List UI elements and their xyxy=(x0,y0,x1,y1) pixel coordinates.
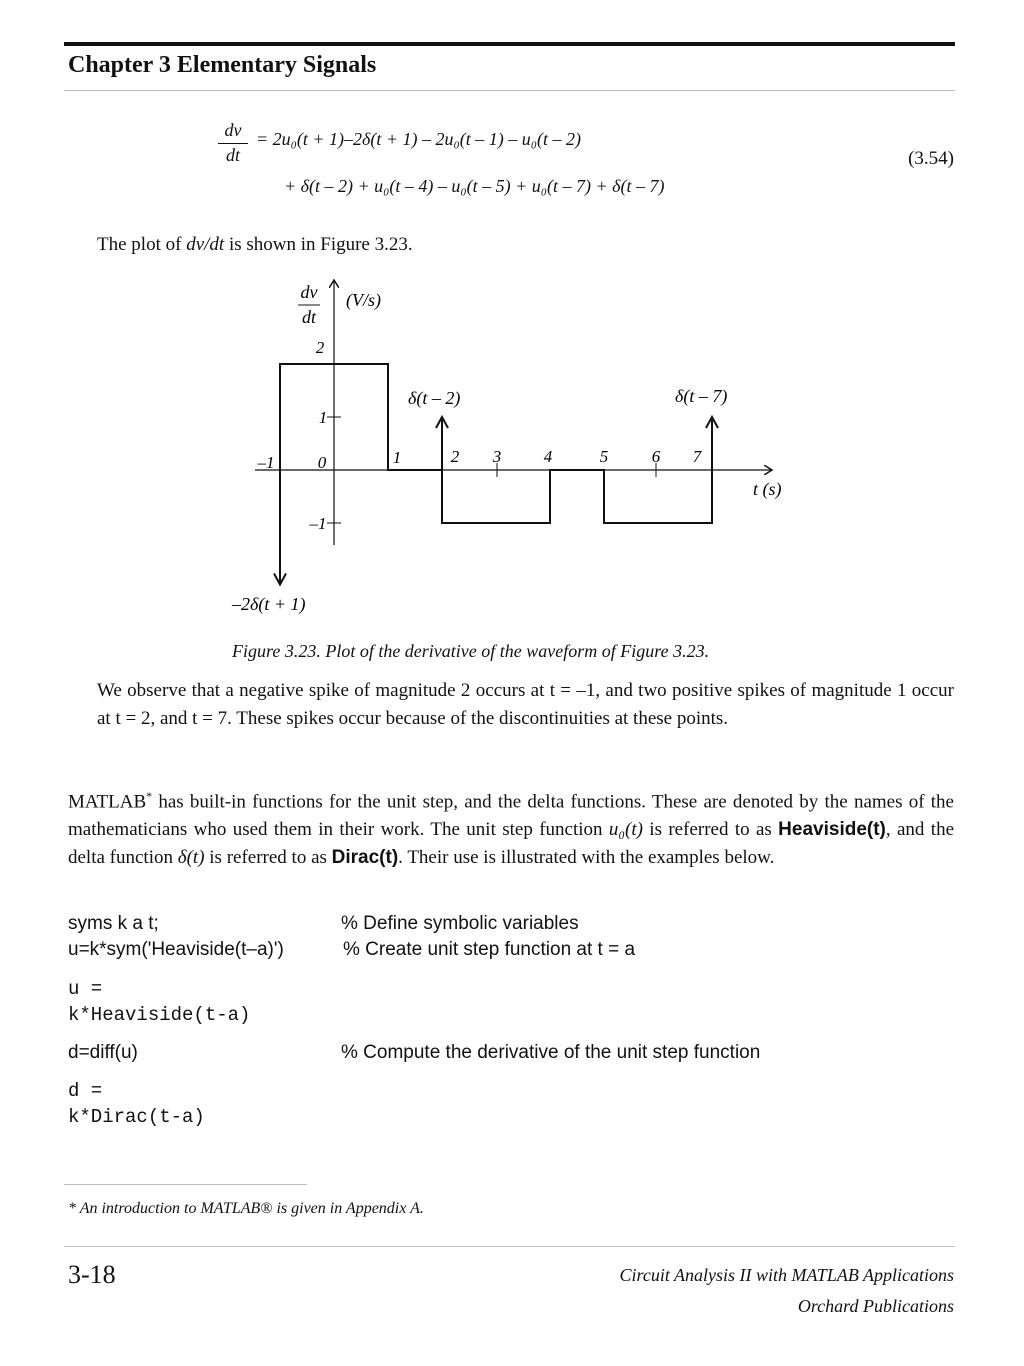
equation-number: (3.54) xyxy=(908,148,954,169)
x-tick-label: 2 xyxy=(450,447,460,466)
y-unit-label: (V/s) xyxy=(346,290,381,310)
chapter-title: Chapter 3 Elementary Signals xyxy=(68,52,377,78)
unit-step-math: u₀(t) xyxy=(608,819,643,841)
figure-caption: Figure 3.23. Plot of the derivative of the waveform of Figure 3.23. xyxy=(232,641,710,661)
equation-lhs-numerator: dv xyxy=(224,120,242,140)
equation-line-1: = 2u₀(t + 1)–2δ(t + 1) – 2u₀(t – 1) – u₀(t – 2) xyxy=(256,129,582,149)
y-axis-label xyxy=(298,282,320,327)
code-comment-1: % Define symbolic variables xyxy=(341,913,579,934)
code-output-1a: u = xyxy=(68,978,103,1000)
matlab-text: is referred to as xyxy=(642,819,779,841)
observation-paragraph: We observe that a negative spike of magnitude 2 occurs at t = –1, and two positive spikes of magnitude 1 occur at t = 2, and t = 7. These spikes occur because of the discontinuities at these points. xyxy=(97,680,954,729)
page-number: 3-18 xyxy=(68,1260,116,1289)
footnote: * An introduction to MATLAB® is given in Appendix A. xyxy=(68,1200,424,1217)
intro-suffix: is shown in Figure 3.23. xyxy=(224,234,413,255)
x-tick-label: 4 xyxy=(543,447,553,466)
code-line-3: d=diff(u) xyxy=(68,1042,138,1063)
matlab-text: has built-in functions for the unit step, and the delta functions. These are denoted by the names of the mathematicians who used them in their work. The unit step function xyxy=(68,791,954,841)
matlab-text: , and the delta function xyxy=(68,819,955,869)
matlab-text: is referred to as xyxy=(204,847,332,869)
publisher: Orchard Publications xyxy=(797,1296,954,1316)
y-label-num: dv xyxy=(300,282,318,302)
x-tick-label: 0 xyxy=(317,453,327,472)
x-tick-label: –1 xyxy=(257,453,275,472)
heaviside-function: Heaviside(t) xyxy=(778,819,886,841)
equation-lhs-denominator: dt xyxy=(225,145,240,165)
dirac-function: Dirac(t) xyxy=(331,847,399,869)
waveform-line xyxy=(280,364,712,523)
footer-divider xyxy=(64,1246,955,1247)
x-tick-label: 5 xyxy=(599,447,609,466)
code-output-2b: k*Dirac(t-a) xyxy=(68,1106,205,1128)
impulse-label-neg: –2δ(t + 1) xyxy=(232,594,306,614)
footnote-divider xyxy=(64,1184,307,1185)
book-title: Circuit Analysis II with MATLAB Applications xyxy=(619,1265,954,1285)
code-output-1b: k*Heaviside(t-a) xyxy=(68,1004,251,1026)
footnote-marker: * xyxy=(146,789,153,803)
code-line-2: u=k*sym('Heaviside(t–a)') xyxy=(68,939,284,960)
intro-math: dv/dt xyxy=(186,234,225,255)
y-label-den: dt xyxy=(301,307,317,327)
derivative-plot xyxy=(0,0,1024,640)
matlab-text: MATLAB xyxy=(68,791,147,813)
y-tick-label: 2 xyxy=(315,338,325,357)
equation-line-2: + δ(t – 2) + u₀(t – 4) – u₀(t – 5) + u₀(t – 7) + δ(t – 7) xyxy=(284,176,665,196)
matlab-text: . Their use is illustrated with the examples below. xyxy=(398,847,775,869)
y-tick-label: –1 xyxy=(309,514,327,533)
code-comment-2: % Create unit step function at t = a xyxy=(343,939,636,960)
impulse-label-t2: δ(t – 2) xyxy=(408,388,461,408)
impulse-label-t7: δ(t – 7) xyxy=(675,386,728,406)
intro-prefix: The plot of xyxy=(97,234,187,255)
delta-math: δ(t) xyxy=(177,847,205,869)
x-axis-label: t (s) xyxy=(753,479,782,499)
code-line-1: syms k a t; xyxy=(68,913,159,934)
x-tick-label: 6 xyxy=(651,447,661,466)
code-comment-3: % Compute the derivative of the unit step function xyxy=(341,1042,761,1063)
x-tick-label: 3 xyxy=(492,447,502,466)
code-output-2a: d = xyxy=(68,1080,103,1102)
y-tick-label: 1 xyxy=(318,408,328,427)
x-tick-label: 1 xyxy=(392,448,402,467)
x-tick-label: 7 xyxy=(692,447,702,466)
matlab-paragraph xyxy=(68,782,954,872)
